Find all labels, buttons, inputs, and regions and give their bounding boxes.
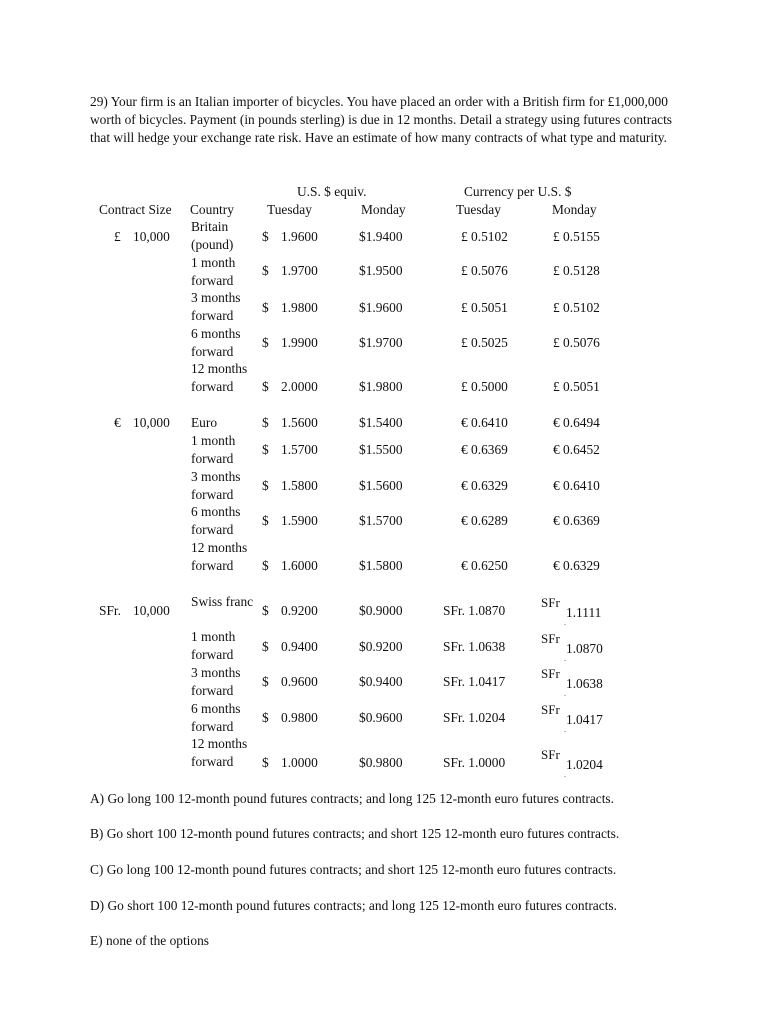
usd-tuesday-value: 1.5900 <box>281 513 318 528</box>
col-contract-size: Contract Size <box>99 202 172 217</box>
currency-tuesday-value: € 0.6329 <box>461 478 508 493</box>
country-label: 6 months forward <box>191 701 241 734</box>
usd-sign: $ <box>262 478 269 493</box>
currency-tuesday-value: € 0.6410 <box>461 415 508 430</box>
country-label: 12 months forward <box>191 736 248 769</box>
usd-tuesday-value: 1.0000 <box>281 755 318 770</box>
currency-tuesday-value: SFr. 1.0870 <box>443 603 506 618</box>
usd-sign: $ <box>262 300 269 315</box>
usd-sign: $ <box>262 229 269 244</box>
sfr-prefix: SFr <box>541 702 560 717</box>
usd-tuesday-value: 1.9800 <box>281 300 318 315</box>
contract-size-amount: 10,000 <box>133 415 170 430</box>
usd-monday-value: $1.9500 <box>359 263 403 278</box>
usd-sign: $ <box>262 379 269 394</box>
usd-monday-value: $1.5400 <box>359 415 403 430</box>
country-label: Britain (pound) <box>191 219 234 252</box>
usd-sign: $ <box>262 639 269 654</box>
usd-tuesday-value: 0.9200 <box>281 603 318 618</box>
contract-size-symbol: € <box>114 415 121 430</box>
usd-tuesday-value: 2.0000 <box>281 379 318 394</box>
col-currency-monday: Monday <box>552 202 597 217</box>
sfr-prefix: SFr <box>541 666 560 681</box>
usd-monday-value: $0.9000 <box>359 603 403 618</box>
usd-monday-value: $1.5700 <box>359 513 403 528</box>
country-label: 3 months forward <box>191 469 241 502</box>
currency-monday-value: € 0.6452 <box>553 442 600 457</box>
currency-tuesday-value: £ 0.5102 <box>461 229 508 244</box>
currency-tuesday-value: € 0.6289 <box>461 513 508 528</box>
usd-sign: $ <box>262 558 269 573</box>
currency-monday-value: 1.0204 <box>566 757 603 772</box>
col-usd-monday: Monday <box>361 202 406 217</box>
currency-monday-value: 1.0870 <box>566 641 603 656</box>
country-label: Euro <box>191 415 218 430</box>
currency-monday-value: £ 0.5102 <box>553 300 600 315</box>
currency-tuesday-value: £ 0.5051 <box>461 300 508 315</box>
question-text: 29) Your firm is an Italian importer of bicycles. You have placed an order with a British firm for £1,000,000 worth of bicycles. Payment (in pounds sterling) is due in 12 months. Detail a strategy using futures contracts that will hedge your exchange rate risk. Have an estimate of how many contracts of what type and maturity. <box>90 94 673 145</box>
currency-monday-value: 1.0638 <box>566 676 603 691</box>
usd-sign: $ <box>262 442 269 457</box>
col-usd-tuesday: Tuesday <box>267 202 312 217</box>
currency-tuesday-value: € 0.6250 <box>461 558 508 573</box>
contract-size-symbol: £ <box>114 229 121 244</box>
currency-per-usd-header: Currency per U.S. $ <box>464 184 572 199</box>
col-currency-tuesday: Tuesday <box>456 202 501 217</box>
sfr-prefix: SFr <box>541 747 560 762</box>
currency-tuesday-value: SFr. 1.0204 <box>443 710 506 725</box>
currency-tuesday-value: € 0.6369 <box>461 442 508 457</box>
usd-monday-value: $0.9600 <box>359 710 403 725</box>
usd-monday-value: $0.9200 <box>359 639 403 654</box>
sfr-prefix: SFr <box>541 595 560 610</box>
currency-monday-value: £ 0.5128 <box>553 263 600 278</box>
usd-sign: $ <box>262 603 269 618</box>
usd-sign: $ <box>262 710 269 725</box>
country-label: 1 month forward <box>191 629 236 662</box>
usd-monday-value: $1.5800 <box>359 558 403 573</box>
answer-option: C) Go long 100 12-month pound futures contracts; and short 125 12-month euro futures contracts. <box>90 862 617 877</box>
usd-monday-value: $1.9800 <box>359 379 403 394</box>
sfr-dot: . <box>564 725 566 734</box>
usd-tuesday-value: 1.9600 <box>281 229 318 244</box>
currency-monday-value: 1.1111 <box>566 605 602 620</box>
currency-tuesday-value: SFr. 1.0417 <box>443 674 506 689</box>
country-label: 1 month forward <box>191 255 236 288</box>
usd-sign: $ <box>262 755 269 770</box>
country-label: 3 months forward <box>191 665 241 698</box>
usd-sign: $ <box>262 335 269 350</box>
sfr-dot: . <box>564 654 566 663</box>
usd-tuesday-value: 0.9600 <box>281 674 318 689</box>
answer-option: A) Go long 100 12-month pound futures contracts; and long 125 12-month euro futures contracts. <box>90 791 614 806</box>
usd-monday-value: $0.9400 <box>359 674 403 689</box>
col-country: Country <box>190 202 234 217</box>
sfr-dot: . <box>564 770 566 779</box>
sfr-dot: . <box>564 689 566 698</box>
currency-tuesday-value: £ 0.5000 <box>461 379 508 394</box>
country-label: 12 months forward <box>191 540 248 573</box>
usd-monday-value: $0.9800 <box>359 755 403 770</box>
usd-tuesday-value: 1.5600 <box>281 415 318 430</box>
usd-tuesday-value: 1.9900 <box>281 335 318 350</box>
usd-tuesday-value: 1.9700 <box>281 263 318 278</box>
currency-tuesday-value: SFr. 1.0638 <box>443 639 506 654</box>
country-label: 6 months forward <box>191 326 241 359</box>
contract-size-symbol: SFr. <box>99 603 121 618</box>
usd-sign: $ <box>262 674 269 689</box>
currency-monday-value: € 0.6410 <box>553 478 600 493</box>
currency-tuesday-value: SFr. 1.0000 <box>443 755 506 770</box>
answer-option: E) none of the options <box>90 933 210 948</box>
usd-monday-value: $1.9600 <box>359 300 403 315</box>
usd-monday-value: $1.9400 <box>359 229 403 244</box>
answer-option: B) Go short 100 12-month pound futures contracts; and short 125 12-month euro futures contracts. <box>90 826 620 841</box>
country-label: 3 months forward <box>191 290 241 323</box>
currency-monday-value: £ 0.5076 <box>553 335 600 350</box>
country-label: 12 months forward <box>191 361 248 394</box>
currency-tuesday-value: £ 0.5076 <box>461 263 508 278</box>
currency-tuesday-value: £ 0.5025 <box>461 335 508 350</box>
country-label: 1 month forward <box>191 433 236 466</box>
currency-monday-value: £ 0.5051 <box>553 379 600 394</box>
usd-tuesday-value: 1.5800 <box>281 478 318 493</box>
country-label: 6 months forward <box>191 504 241 537</box>
currency-monday-value: £ 0.5155 <box>553 229 600 244</box>
currency-monday-value: € 0.6494 <box>553 415 600 430</box>
usd-monday-value: $1.5500 <box>359 442 403 457</box>
usd-tuesday-value: 0.9800 <box>281 710 318 725</box>
contract-size-amount: 10,000 <box>133 229 170 244</box>
usd-equiv-header: U.S. $ equiv. <box>297 184 367 199</box>
currency-monday-value: € 0.6369 <box>553 513 600 528</box>
contract-size-amount: 10,000 <box>133 603 170 618</box>
usd-tuesday-value: 1.5700 <box>281 442 318 457</box>
usd-monday-value: $1.9700 <box>359 335 403 350</box>
usd-sign: $ <box>262 513 269 528</box>
sfr-prefix: SFr <box>541 631 560 646</box>
usd-sign: $ <box>262 415 269 430</box>
sfr-dot: . <box>564 618 566 627</box>
currency-monday-value: € 0.6329 <box>553 558 600 573</box>
usd-monday-value: $1.5600 <box>359 478 403 493</box>
usd-tuesday-value: 1.6000 <box>281 558 318 573</box>
usd-sign: $ <box>262 263 269 278</box>
usd-tuesday-value: 0.9400 <box>281 639 318 654</box>
currency-monday-value: 1.0417 <box>566 712 603 727</box>
answer-option: D) Go short 100 12-month pound futures contracts; and long 125 12-month euro futures contracts. <box>90 898 617 913</box>
country-label: Swiss franc <box>191 594 254 609</box>
